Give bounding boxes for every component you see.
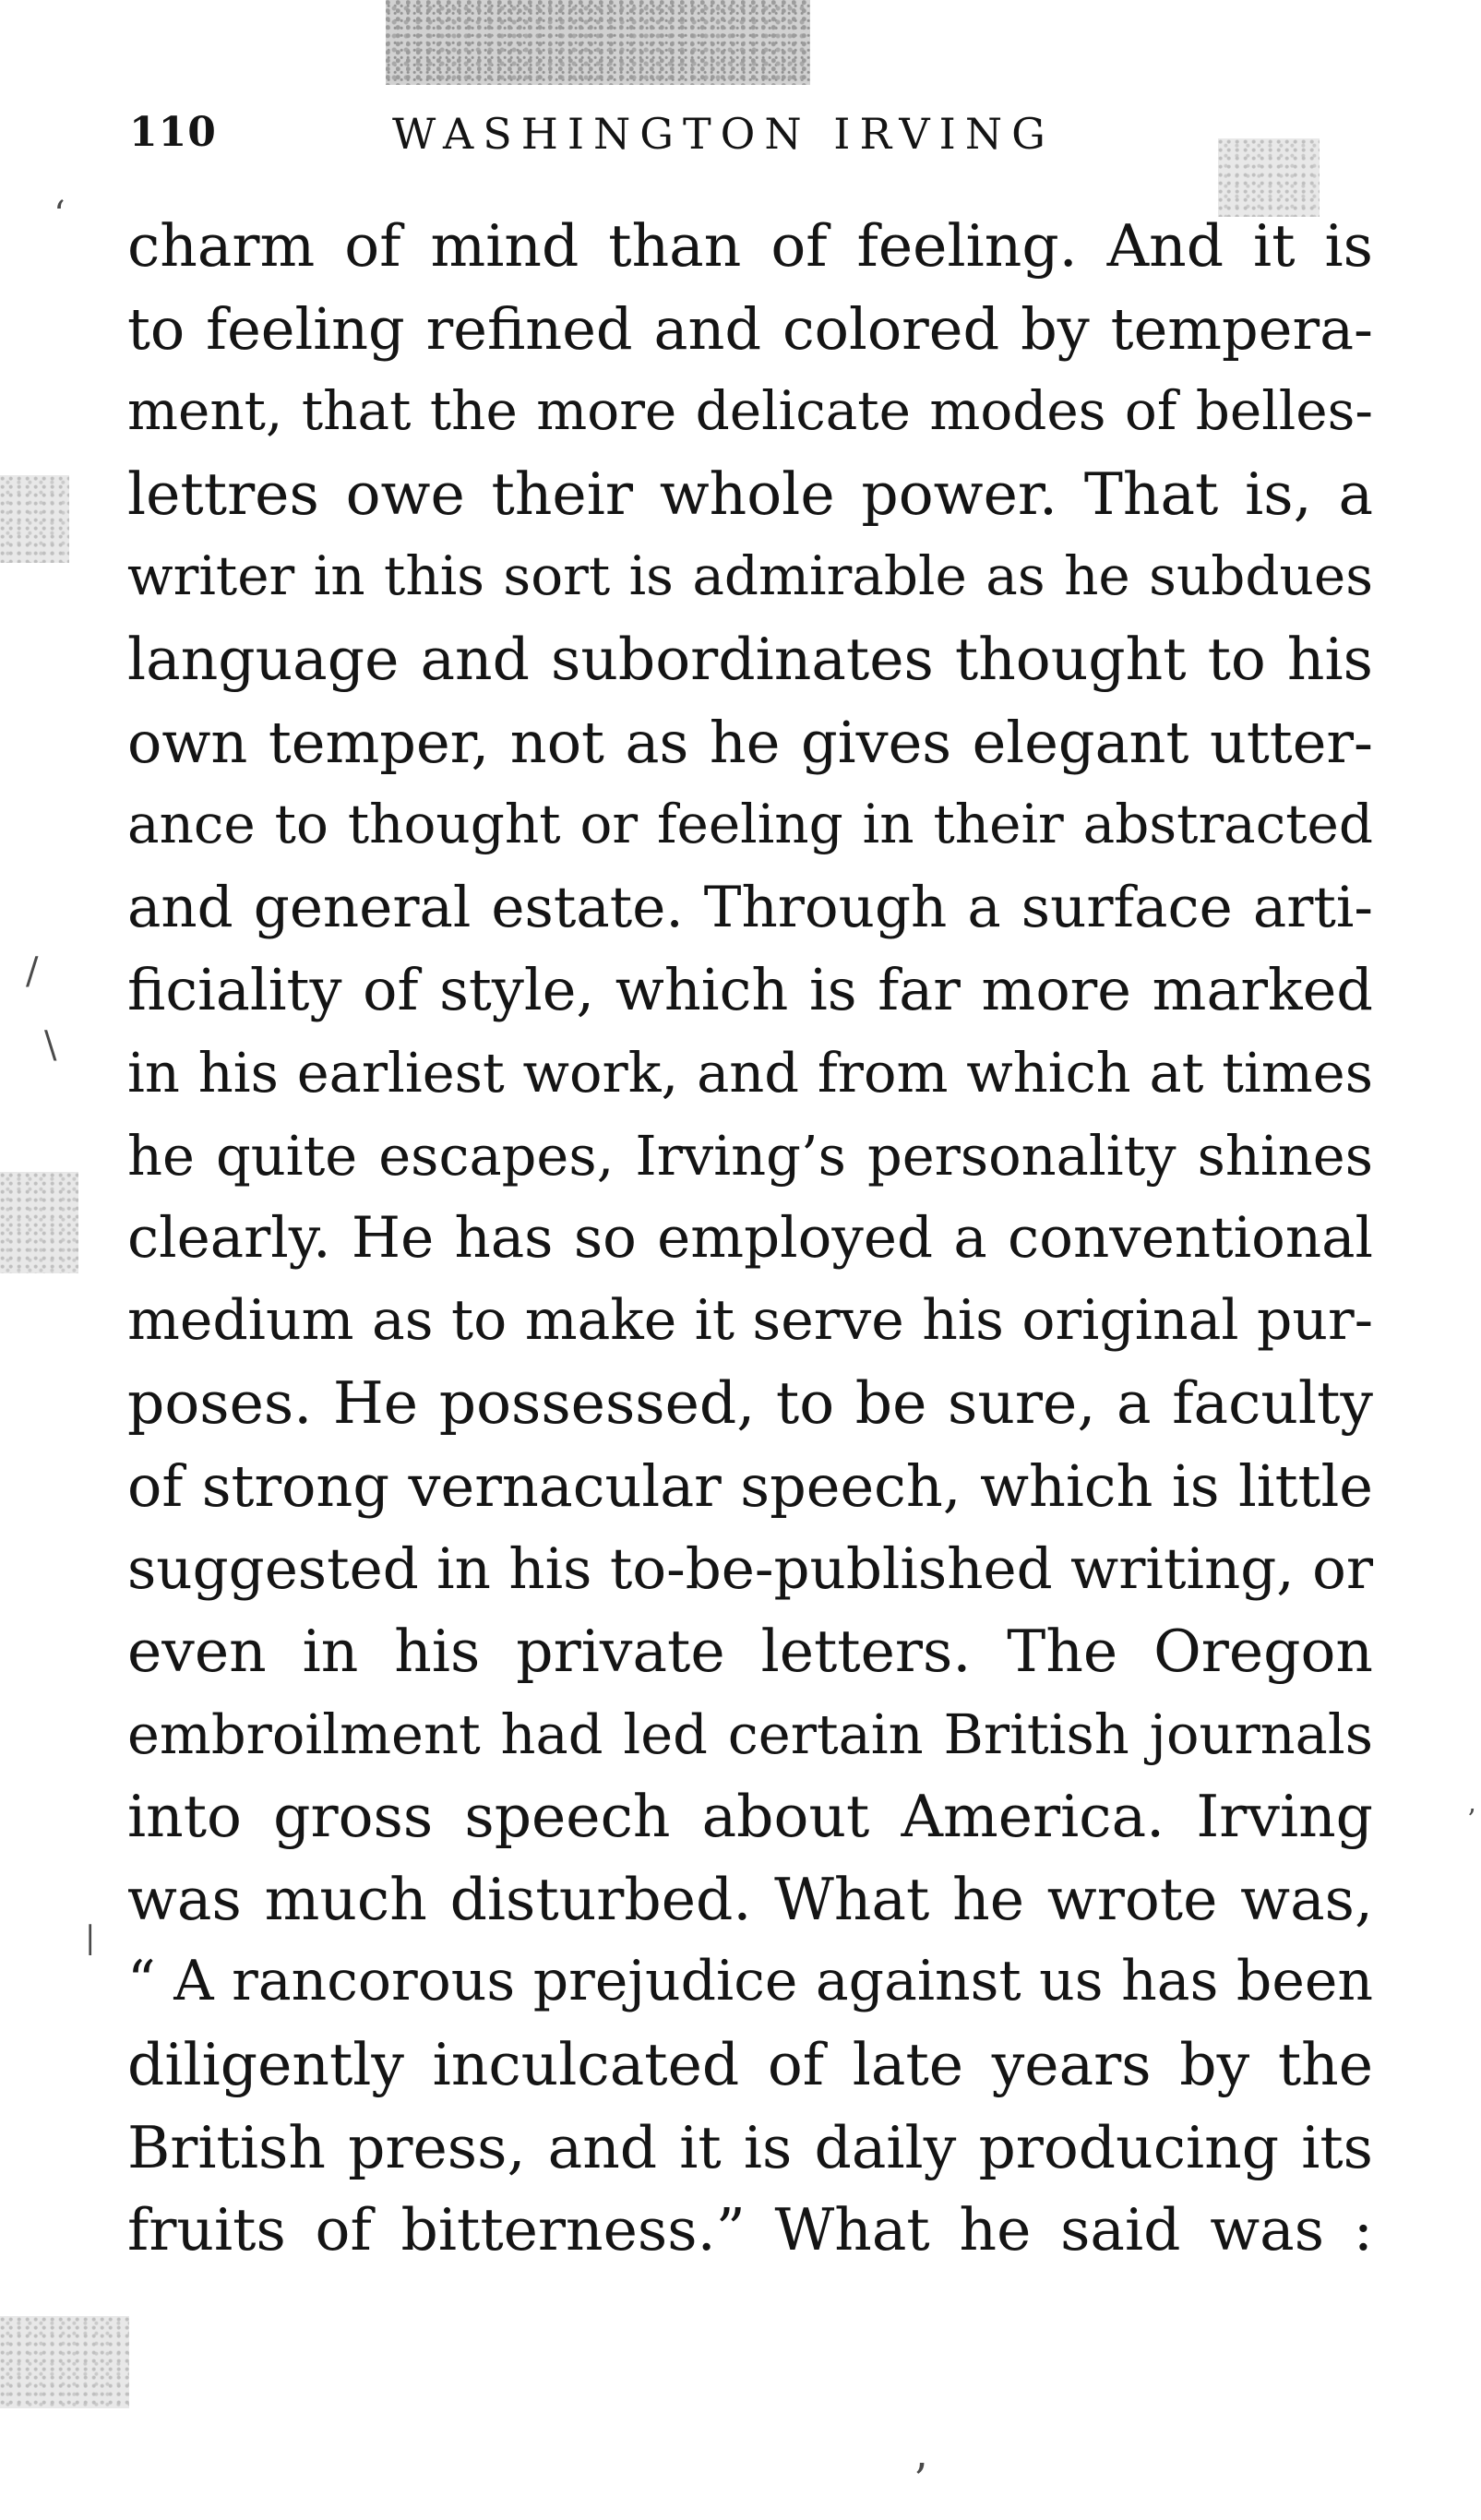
margin-mark: ’ [914,2454,928,2506]
text-line: ficiality of style, which is far more marked [127,956,1373,1024]
scan-artifact-top [386,0,810,85]
text-line: in his earliest work, and from which at times [127,1040,1373,1105]
text-line: and general estate. Through a surface arti- [127,874,1373,940]
body-text [127,205,1373,2272]
text-line: was much disturbed. What he wrote was, [127,1865,1373,1933]
text-line: embroilment had led certain British journals [127,1702,1373,1766]
scan-speckle [0,2316,129,2408]
scan-speckle [0,475,69,563]
text-line: medium as to make it serve his original pur- [127,1287,1373,1353]
margin-mark: / [26,950,39,993]
text-line: British press, and it is daily producing its [127,2113,1373,2181]
text-line: to feeling refined and colored by tempera- [127,294,1373,363]
margin-mark: ‘ [54,194,66,236]
text-line: poses. He possessed, to be sure, a faculty [127,1369,1373,1438]
running-title: WASHINGTON IRVING [392,109,1055,159]
margin-mark: ’ [1467,1804,1476,1836]
text-line: into gross speech about America. Irving [127,1783,1373,1851]
text-line: clearly. He has so employed a conventional [127,1205,1373,1272]
text-line: even in his private letters. The Oregon [127,1618,1373,1686]
text-line: diligently inculcated of late years by the [127,2031,1373,2099]
text-line: writer in this sort is admirable as he subdues [127,544,1373,608]
text-line: of strong vernacular speech, which is little [127,1451,1373,1520]
running-header [129,109,1375,173]
text-line: suggested in his to-be-published writing, or [127,1535,1373,1602]
page-number: 110 [129,109,217,156]
scan-speckle [0,1172,78,1273]
margin-mark: \ [44,1024,57,1067]
text-line: ance to thought or feeling in their abstracted [127,793,1373,856]
text-line: fruits of bitterness.” What he said was : [127,2196,1373,2264]
text-line: he quite escapes, Irving’s personality shines [127,1123,1373,1188]
margin-mark: | [85,1919,96,1956]
text-line: own temper, not as he gives elegant utter- [127,708,1373,776]
text-line: ment, that the more delicate modes of belles- [127,379,1373,443]
text-line: “ A rancorous prejudice against us has been [127,1949,1373,2014]
text-line: language and subordinates thought to his [127,625,1373,693]
text-line: charm of mind than of feeling. And it is [127,212,1373,280]
text-line: lettres owe their whole power. That is, a [127,460,1373,528]
